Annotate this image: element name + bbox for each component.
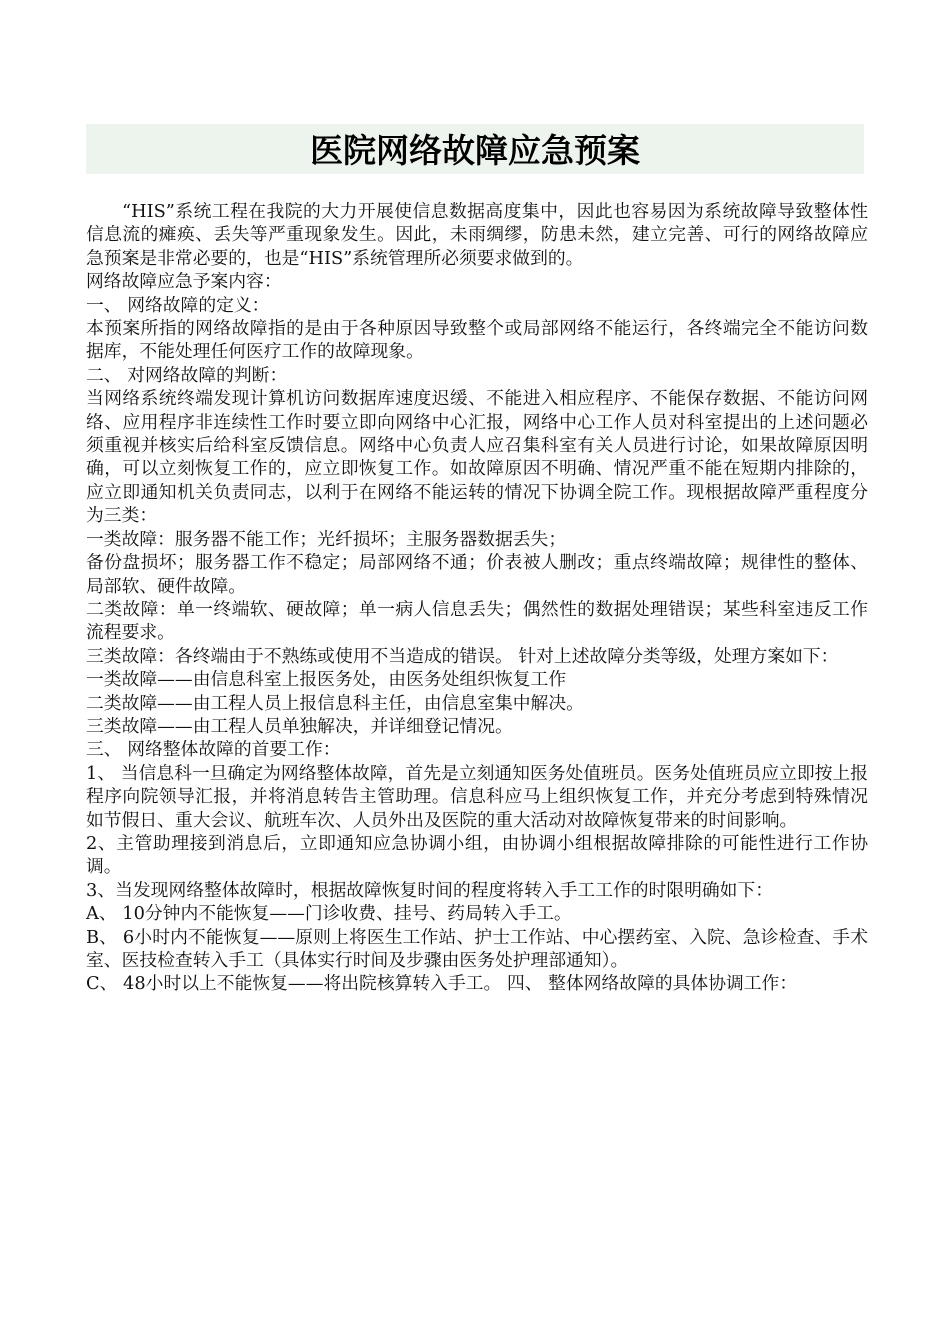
paragraph: 当网络系统终端发现计算机访问数据库速度迟缓、不能进入相应程序、不能保存数据、不能访问网络、应用程序非连续性工作时要立即向网络中心汇报，网络中心工作人员对科室提出的上述问题必须重视并核实后给科室反馈信息。网络中心负责人应召集科室有关人员进行讨论，如果故障原因明确，可以立刻恢复工作的，应立即恢复工作。如故障原因不明确、情况严重不能在短期内排除的，应立即通知机关负责同志，以利于在网络不能运转的情况下协调全院工作。现根据故障严重程度分为三类： xyxy=(86,388,868,527)
section-heading: 三、 网络整体故障的首要工作： xyxy=(86,739,341,761)
paragraph: 二类故障——由工程人员上报信息科主任，由信息室集中解决。 xyxy=(86,692,584,714)
intro-paragraph: “HIS”系统工程在我院的大力开展使信息数据高度集中，因此也容易因为系统故障导致整体性信息流的瘫痪、丢失等严重现象发生。因此，未雨绸缪，防患未然，建立完善、可行的网络故障应急预案是非常必要的，也是“HIS”系统管理所必须要求做到的。 xyxy=(86,201,868,269)
paragraph: 三类故障——由工程人员单独解决，并详细登记情况。 xyxy=(86,715,513,737)
paragraph: 本预案所指的网络故障指的是由于各种原因导致整个或局部网络不能运行，各终端完全不能访问数据库，不能处理任何医疗工作的故障现象。 xyxy=(86,318,868,363)
section-heading: 二、 对网络故障的判断： xyxy=(86,364,288,386)
paragraph: 1、 当信息科一旦确定为网络整体故障，首先是立刻通知医务处值班员。医务处值班员应立即按上报程序向院领导汇报，并将消息转告主管助理。信息科应马上组织恢复工作，并充分考虑到特殊情况如节假日、重大会议、航班车次、人员外出及医院的重大活动对故障恢复带来的时间影响。 xyxy=(86,762,868,831)
paragraph: 三类故障：各终端由于不熟练或使用不当造成的错误。 针对上述故障分类等级，处理方案如下： xyxy=(86,645,839,667)
section-heading: 一、 网络故障的定义： xyxy=(86,294,270,316)
paragraph: B、 6小时内不能恢复——原则上将医生工作站、护士工作站、中心摆药室、入院、急诊检查、手术室、医技检查转入手工（具体实行时间及步骤由医务处护理部通知）。 xyxy=(86,926,868,971)
section-heading: 网络故障应急予案内容： xyxy=(86,271,282,293)
paragraph: C、 48小时以上不能恢复——将出院核算转入手工。 四、 整体网络故障的具体协调工作： xyxy=(86,973,798,995)
paragraph: 3、当发现网络整体故障时，根据故障恢复时间的程度将转入手工工作的时限明确如下： xyxy=(86,879,774,901)
paragraph: 备份盘损坏；服务器工作不稳定；局部网络不通；价表被人删改；重点终端故障；规律性的整体、局部软、硬件故障。 xyxy=(86,552,868,597)
paragraph: 2、主管助理接到消息后，立即通知应急协调小组，由协调小组根据故障排除的可能性进行工作协调。 xyxy=(86,832,868,878)
paragraph: 二类故障：单一终端软、硬故障；单一病人信息丢失；偶然性的数据处理错误；某些科室违反工作流程要求。 xyxy=(86,598,868,644)
paragraph: 一类故障：服务器不能工作；光纤损坏；主服务器数据丢失； xyxy=(86,528,567,550)
paragraph: 一类故障——由信息科室上报医务处，由医务处组织恢复工作 xyxy=(86,669,567,691)
document-title: 医院网络故障应急预案 xyxy=(310,131,640,170)
document-body xyxy=(86,200,868,996)
paragraph: A、 10分钟内不能恢复——门诊收费、挂号、药局转入手工。 xyxy=(86,903,572,925)
